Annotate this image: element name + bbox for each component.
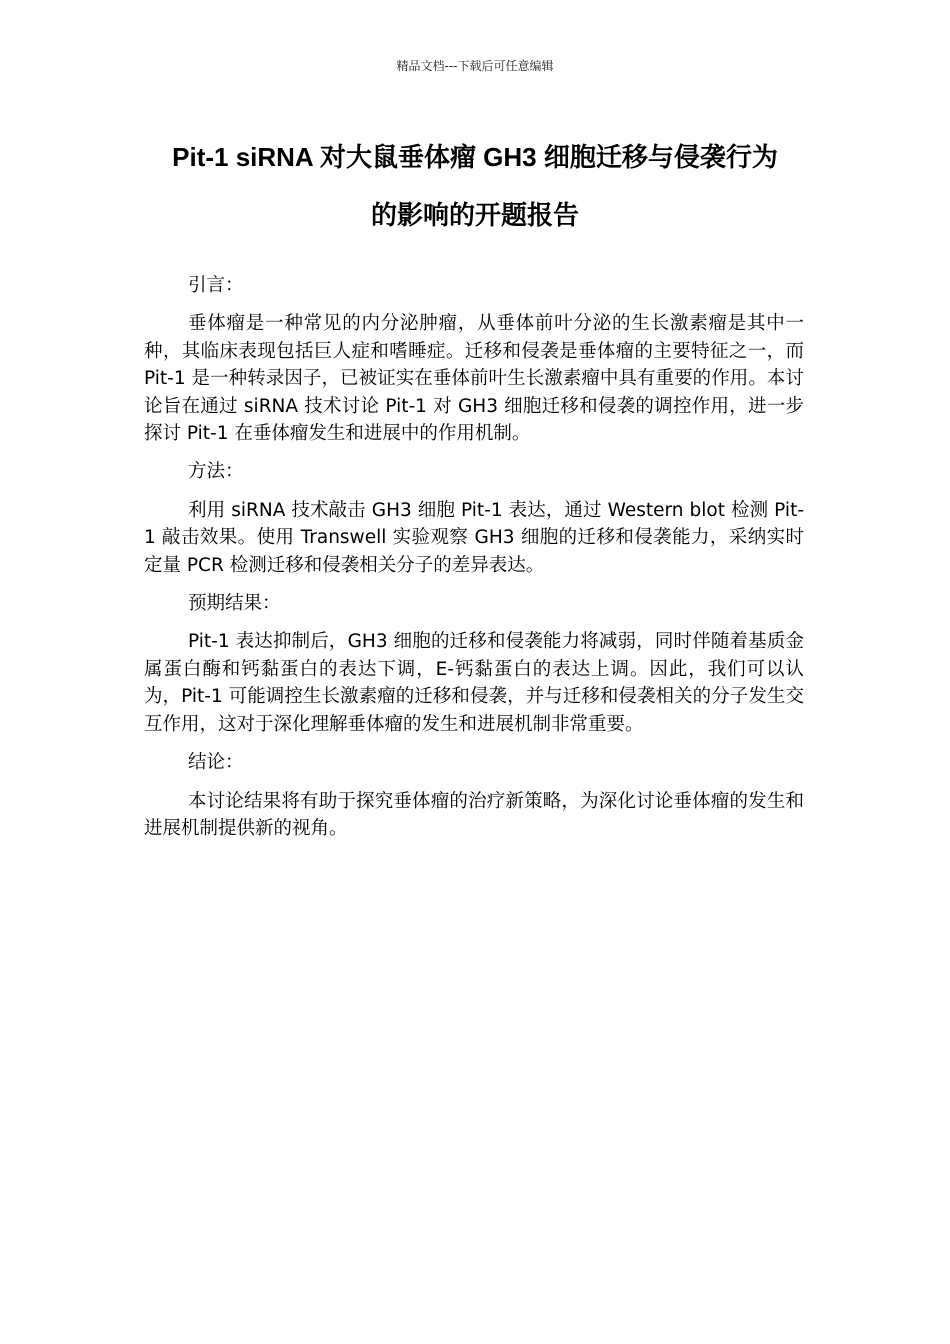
section-body-conclusion: 本讨论结果将有助于探究垂体瘤的治疗新策略，为深化讨论垂体瘤的发生和进展机制提供新的视角。 — [144, 790, 804, 839]
document-title — [120, 128, 830, 244]
document-body — [144, 272, 804, 842]
page-header: 精品文档---下载后可任意编辑 — [396, 59, 554, 73]
section-heading-methods: 方法： — [188, 461, 244, 483]
section-body-expected-results: Pit-1 表达抑制后，GH3 细胞的迁移和侵袭能力将减弱，同时伴随着基质金属蛋白酶和钙黏蛋白的表达下调，E-钙黏蛋白的表达上调。因此，我们可以认为，Pit-1 可能调控生长激素瘤的迁移和侵袭，并与迁移和侵袭相关的分子发生交互作用，这对于深化理解垂体瘤的发生和进展机制非常重要。 — [144, 631, 804, 735]
section-body-methods: 利用 siRNA 技术敲击 GH3 细胞 Pit-1 表达，通过 Western blot 检测 Pit-1 敲击效果。使用 Transwell 实验观察 GH3 细胞的迁移和侵袭能力，采纳实时定量 PCR 检测迁移和侵袭相关分子的差异表达。 — [144, 499, 804, 576]
title-line-1: Pit-1 siRNA 对大鼠垂体瘤 GH3 细胞迁移与侵袭行为 — [172, 142, 778, 172]
section-heading-conclusion: 结论： — [188, 752, 244, 774]
section-body-intro: 垂体瘤是一种常见的内分泌肿瘤，从垂体前叶分泌的生长激素瘤是其中一种，其临床表现包括巨人症和嗜睡症。迁移和侵袭是垂体瘤的主要特征之一，而 Pit-1 是一种转录因子，已被证实在垂体前叶生长激素瘤中具有重要的作用。本讨论旨在通过 siRNA 技术讨论 Pit-1 对 GH3 细胞迁移和侵袭的调控作用，进一步探讨 Pit-1 在垂体瘤发生和进展中的作用机制。 — [144, 313, 804, 445]
title-line-2: 的影响的开题报告 — [370, 200, 579, 230]
section-heading-expected-results: 预期结果： — [188, 593, 281, 615]
section-heading-intro: 引言： — [188, 275, 244, 296]
